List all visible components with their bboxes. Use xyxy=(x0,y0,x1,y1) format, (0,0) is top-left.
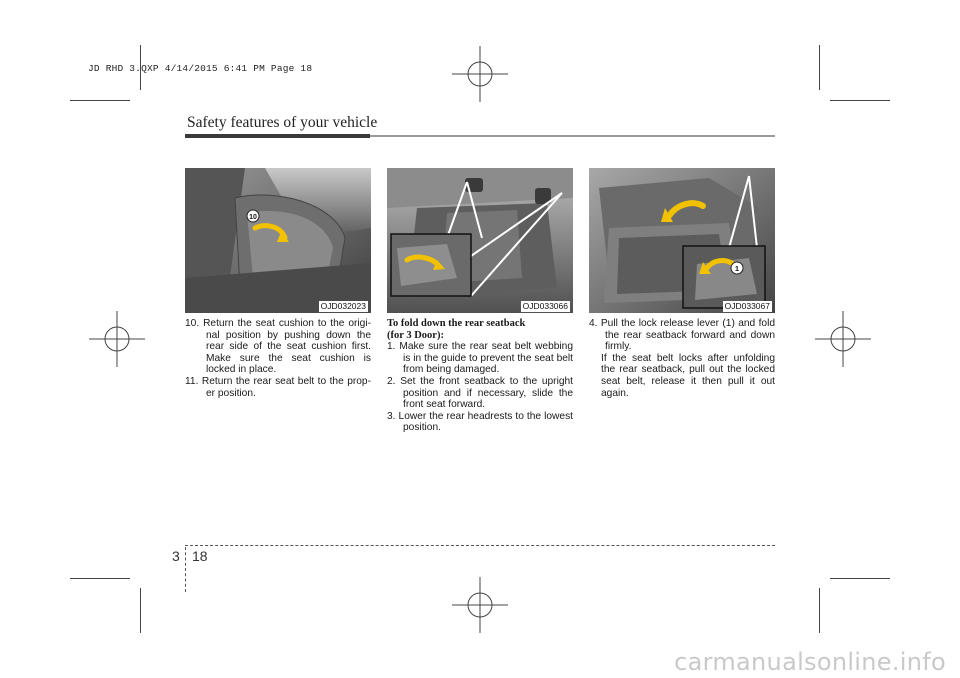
lock-release-lever-illustration xyxy=(589,168,775,313)
section-number: 3 xyxy=(172,548,180,564)
callout-10: 10 xyxy=(249,214,257,221)
step-3: 3. Lower the rear headrests to the lowest position. xyxy=(387,410,573,434)
seat-belt-guide-illustration xyxy=(387,168,573,313)
figure-code: OJD033067 xyxy=(724,301,770,311)
crop-mark xyxy=(830,578,890,579)
section-title: Safety features of your vehicle xyxy=(187,114,378,131)
crop-mark xyxy=(830,100,890,101)
footer-rule xyxy=(185,545,775,546)
subheading-qualifier: (for 3 Door): xyxy=(387,329,444,341)
registration-mark-top xyxy=(452,46,508,102)
left-column xyxy=(185,318,371,399)
right-column xyxy=(589,318,775,399)
footer-divider xyxy=(185,547,186,592)
figure-seat-belt-guide xyxy=(387,168,573,313)
header-rule-light xyxy=(370,135,775,137)
seat-cushion-illustration xyxy=(185,168,371,313)
crop-mark xyxy=(819,588,820,633)
crop-mark xyxy=(819,45,820,90)
print-slug: JD RHD 3.QXP 4/14/2015 6:41 PM Page 18 xyxy=(88,63,313,74)
figure-code: OJD032023 xyxy=(320,301,366,311)
watermark: carmanualsonline.info xyxy=(674,648,946,676)
crop-mark xyxy=(70,578,130,579)
header-rule-dark xyxy=(185,134,370,138)
crop-mark xyxy=(140,588,141,633)
crop-mark xyxy=(70,100,130,101)
page-number: 18 xyxy=(192,548,208,564)
registration-mark-right xyxy=(815,311,871,367)
step-11: 11. Return the rear seat belt to the prop-er position. xyxy=(185,375,371,399)
figure-code: OJD033066 xyxy=(522,301,568,311)
seat-belt-note: If the seat belt locks after unfolding the rear seatback, pull out the locked seat belt, release it then pull it out again. xyxy=(601,352,775,399)
figure-lock-release-lever xyxy=(589,168,775,313)
callout-1: 1 xyxy=(734,264,740,273)
step-1: 1. Make sure the rear seat belt webbing is in the guide to prevent the seat belt from being damaged. xyxy=(387,341,573,376)
step-2: 2. Set the front seatback to the upright position and if necessary, slide the front seat forward. xyxy=(387,375,573,411)
figure-seat-cushion xyxy=(185,168,371,313)
step-4: 4. Pull the lock release lever (1) and fold the rear seatback forward and down firmly. xyxy=(589,318,775,353)
step-10: 10. Return the seat cushion to the origi-nal position by pushing down the rear side of the seat cushion first. Make sure the seat cushion is locked in place. xyxy=(185,318,371,376)
middle-column xyxy=(387,318,573,434)
registration-mark-left xyxy=(89,311,145,367)
registration-mark-bottom xyxy=(452,577,508,633)
subheading: To fold down the rear seatback xyxy=(387,318,526,329)
